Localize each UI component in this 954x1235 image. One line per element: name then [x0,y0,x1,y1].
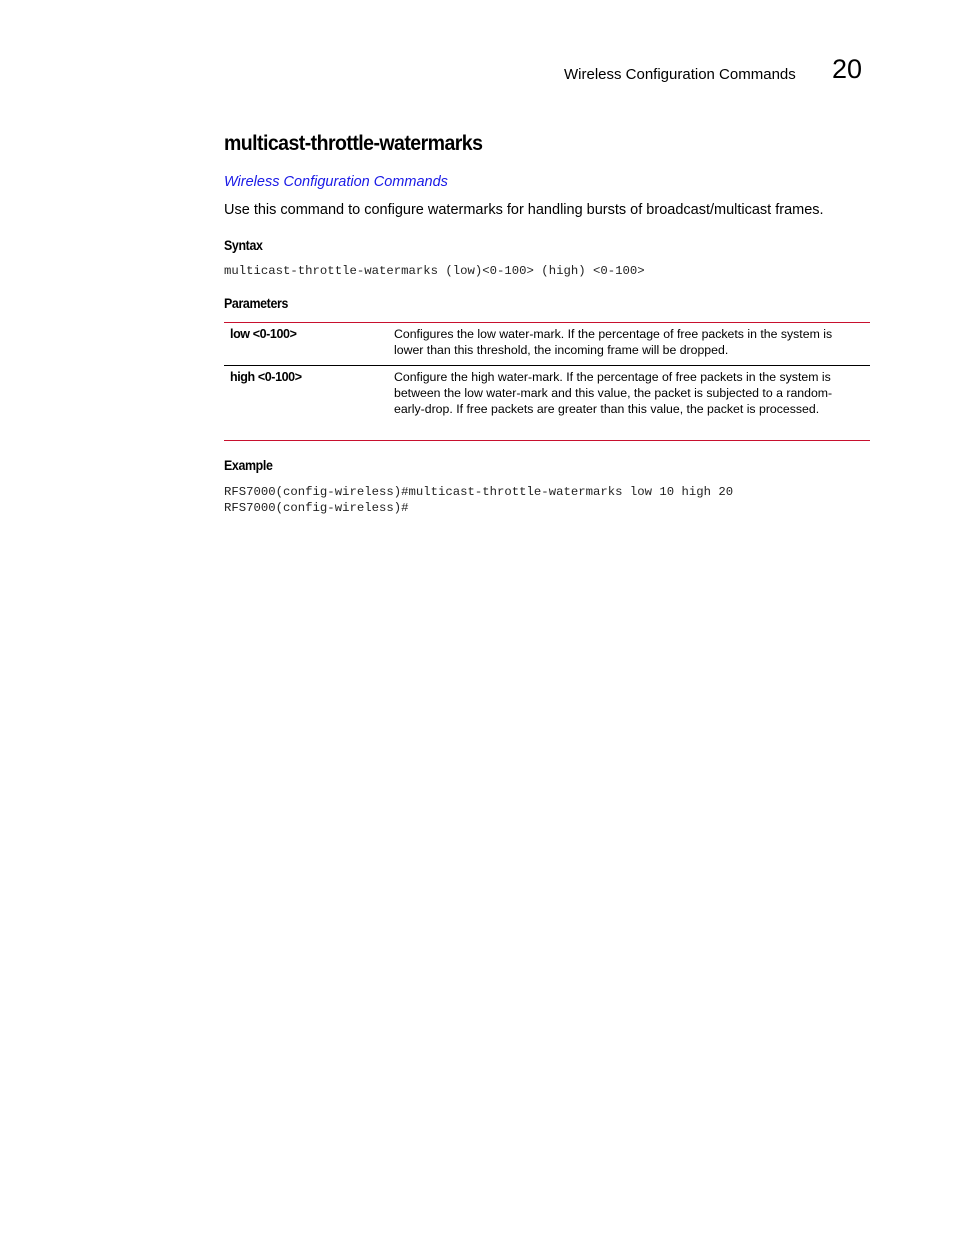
intro-paragraph: Use this command to configure watermarks for handling bursts of broadcast/multicast frames. [224,202,824,218]
table-row [224,365,870,440]
table-row [224,323,870,365]
page-title: multicast-throttle-watermarks [224,132,483,155]
syntax-command: multicast-throttle-watermarks (low)<0-100> (high) <0-100> [224,264,645,278]
param-description: Configures the low water-mark. If the percentage of free packets in the system is lower than this threshold, the incoming frame will be dropped. [394,327,833,358]
example-line: RFS7000(config-wireless)# [224,501,409,515]
param-name: high <0-100> [230,370,302,384]
breadcrumb-link[interactable]: Wireless Configuration Commands [224,174,448,190]
param-name: low <0-100> [230,327,297,341]
chapter-number: 20 [832,54,863,84]
parameters-heading: Parameters [224,296,288,311]
example-heading: Example [224,458,273,473]
syntax-heading: Syntax [224,238,263,253]
running-header-title: Wireless Configuration Commands [564,66,796,83]
param-description: Configure the high water-mark. If the percentage of free packets in the system is between the low water-mark and this value, the packet is subjected to a random-early-drop. If free packets are greater than this value, the packet is processed. [394,370,833,417]
example-line: RFS7000(config-wireless)#multicast-throttle-watermarks low 10 high 20 [224,485,734,499]
parameters-table [224,322,870,441]
